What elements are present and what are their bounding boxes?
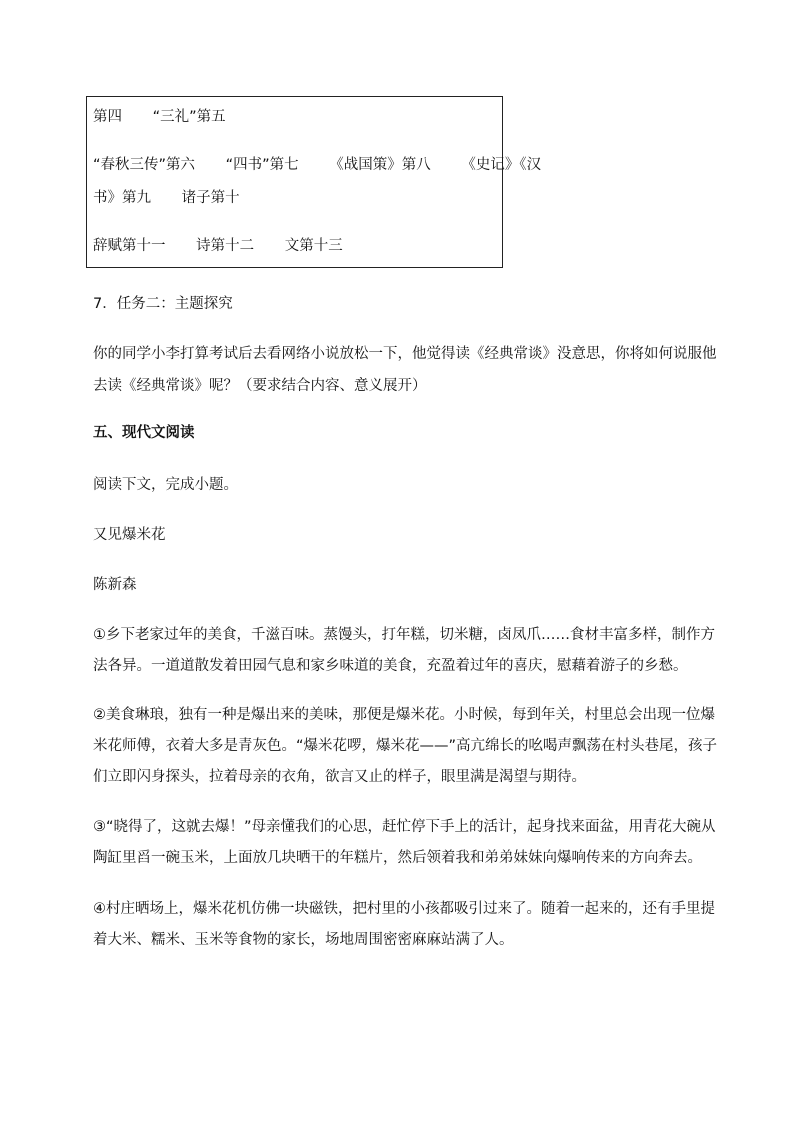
article-paragraph-2 (93, 705, 718, 787)
paragraph-line: 法各异。一道道散发着田园气息和家乡味道的美食，充盈着过年的喜庆，慰藉着游子的乡愁。 (93, 658, 688, 674)
paragraph-line: 陶缸里舀一碗玉米，上面放几块晒干的年糕片，然后领着我和弟弟妹妹向爆响传来的方向奔去。 (93, 850, 702, 866)
paragraph-line: ③“晓得了，这就去爆！”母亲懂我们的心思，赶忙停下手上的活计，起身找来面盆，用青花大碗从 (93, 819, 716, 835)
paragraph-line: ②美食琳琅，独有一种是爆出来的美味，那便是爆米花。小时候，每到年关，村里总会出现一位爆 (93, 707, 715, 723)
toc-row-3 (93, 188, 240, 208)
toc-entry: 书》第九 (93, 190, 151, 206)
toc-entry: 第四 (93, 109, 122, 125)
article-title: 又见爆米花 (93, 527, 166, 543)
paragraph-line: 米花师傅，衣着大多是青灰色。“爆米花啰，爆米花——”高亢绵长的吆喝声飘荡在村头巷尾，孩子 (93, 738, 718, 754)
toc-row-2 (93, 155, 541, 175)
paragraph-line: 们立即闪身探头，拉着母亲的衣角，欲言又止的样子，眼里满是渴望与期待。 (93, 769, 586, 785)
table-of-contents-box (86, 96, 542, 268)
toc-entry: 文第十三 (284, 238, 343, 254)
task-question-line: 你的同学小李打算考试后去看网络小说放松一下，他觉得读《经典常谈》没意思，你将如何说服他 (93, 346, 717, 362)
toc-entry: 诗第十二 (196, 238, 255, 254)
reading-instruction: 阅读下文，完成小题。 (93, 477, 238, 493)
article-paragraph-1 (93, 625, 715, 676)
toc-entry: 辞赋第十一 (93, 238, 166, 254)
toc-entry: 《史记》《汉 (461, 157, 542, 173)
article-paragraph-3 (93, 817, 716, 868)
toc-row-1 (93, 107, 226, 127)
paragraph-line: ④村庄晒场上，爆米花机仿佛一块磁铁，把村里的小孩都吸引过来了。随着一起来的，还有手里提 (93, 901, 715, 917)
toc-entry: “三礼”第五 (152, 109, 226, 125)
section-heading: 五、现代文阅读 (93, 425, 195, 441)
article-author: 陈新森 (93, 577, 137, 593)
toc-row-4 (93, 236, 343, 256)
toc-entry: “春秋三传”第六 (93, 157, 196, 173)
toc-entry: 《战国策》第八 (329, 157, 431, 173)
paragraph-line: 着大米、糯米、玉米等食物的家长，场地周围密密麻麻站满了人。 (93, 932, 514, 948)
toc-entry: “四书”第七 (225, 157, 299, 173)
task-question-line: 去读《经典常谈》呢？（要求结合内容、意义展开） (93, 378, 427, 394)
article-paragraph-4 (93, 899, 715, 950)
task-heading: 7．任务二：主题探究 (93, 296, 233, 312)
paragraph-line: ①乡下老家过年的美食，千滋百味。蒸馒头，打年糕，切米糖，卤凤爪……食材丰富多样，制作方 (93, 627, 715, 643)
toc-entry: 诸子第十 (181, 190, 240, 206)
task-question (93, 344, 717, 396)
